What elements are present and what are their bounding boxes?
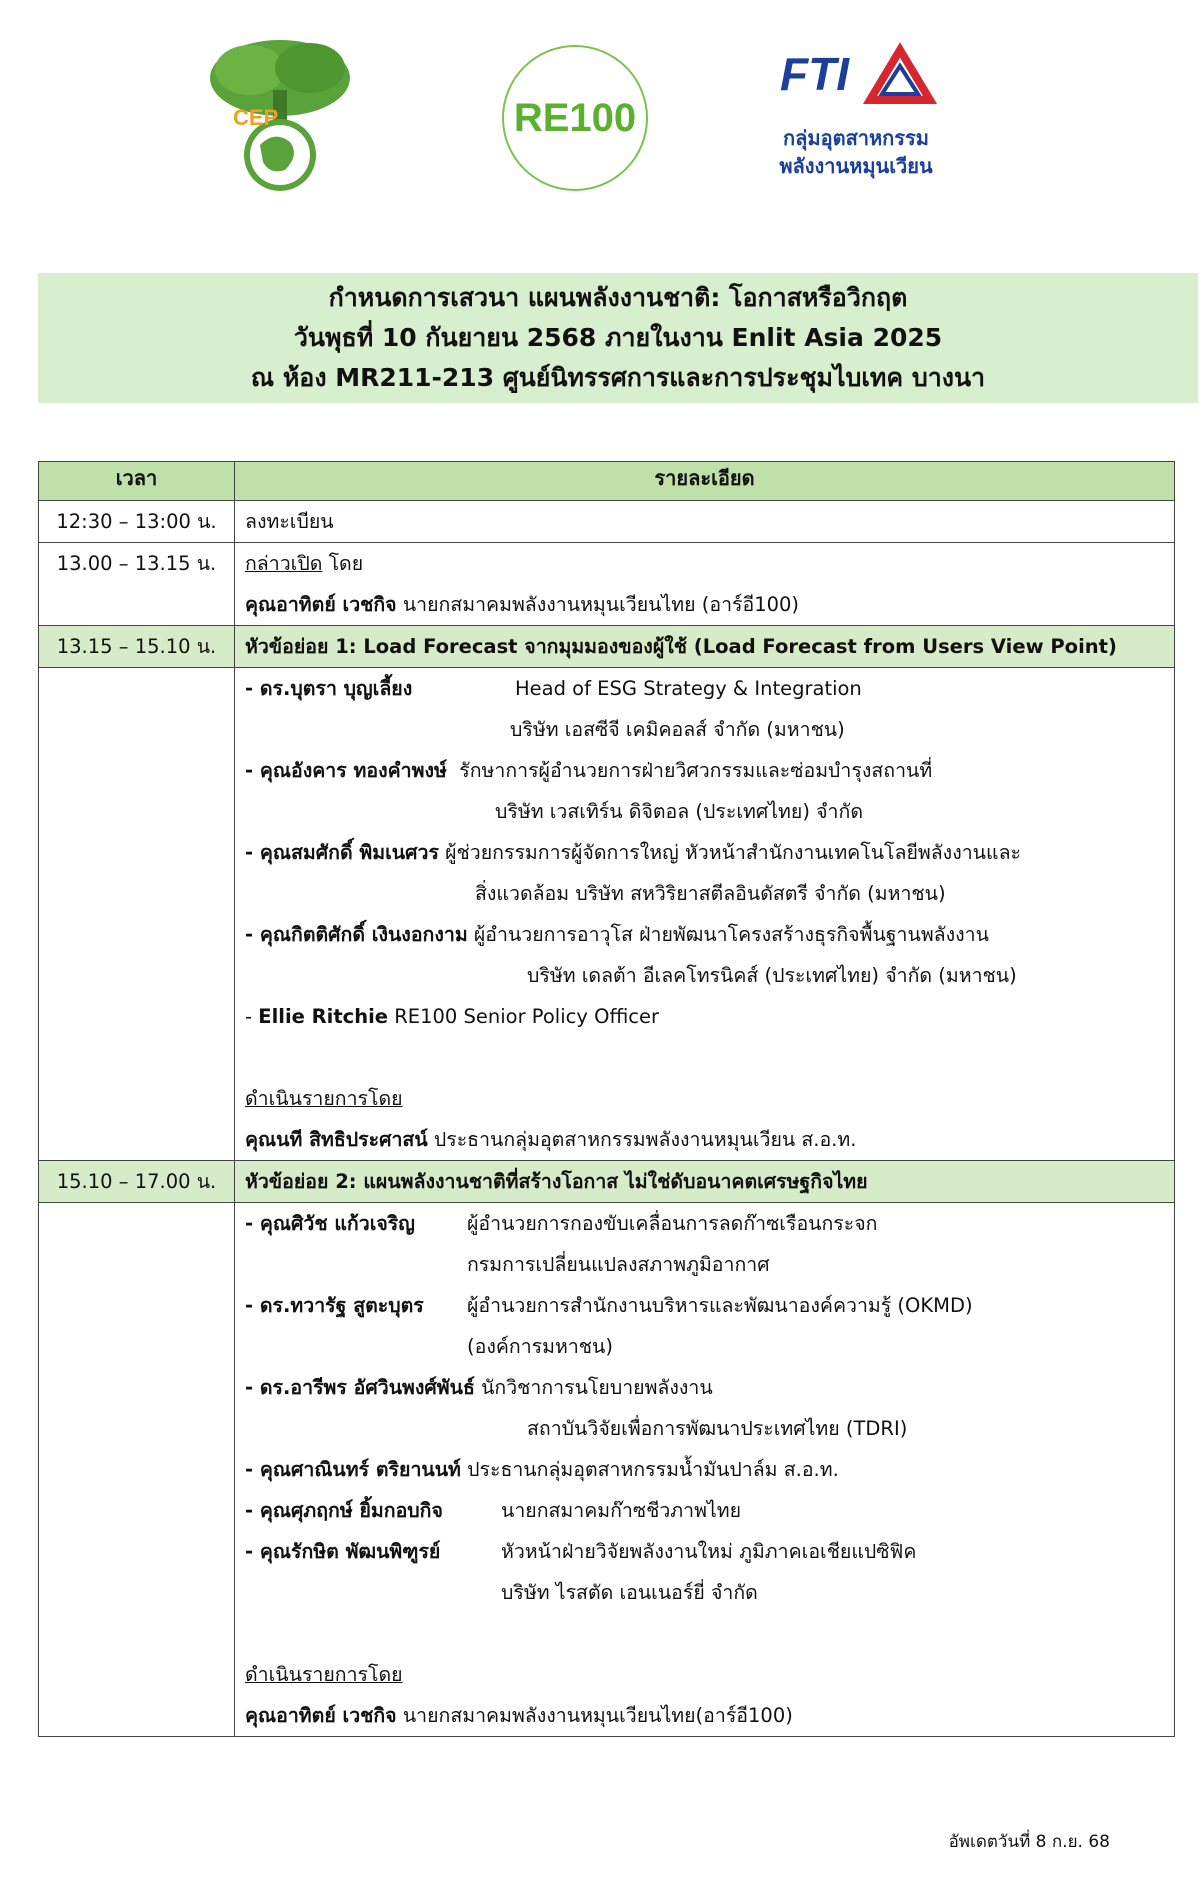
speaker-role: Head of ESG Strategy & Integration	[515, 677, 862, 700]
update-date: อัพเดตวันที่ 8 ก.ย. 68	[948, 1832, 1110, 1852]
moderator-name: คุณนที สิทธิประศาสน์	[245, 1128, 428, 1151]
speaker-name: - ดร.อารีพร อัศวินพงศ์พันธ์	[245, 1376, 475, 1399]
moderator-label: ดำเนินรายการโดย	[245, 1663, 403, 1686]
session2-time: 15.10 – 17.00 น.	[56, 1170, 217, 1193]
speaker-line	[245, 1531, 1164, 1572]
speaker-name: - คุณรักษิต พัฒนพิฑูรย์	[245, 1540, 441, 1563]
speaker-role: ประธานกลุ่มอุตสาหกรรมน้ำมันปาล์ม ส.อ.ท.	[467, 1458, 839, 1481]
speaker-name: - คุณศาณินทร์ ตริยานนท์	[245, 1458, 461, 1481]
speaker-role: รักษาการผู้อำนวยการฝ่ายวิศวกรรมและซ่อมบำรุงสถานที่	[459, 759, 933, 782]
opening-label: กล่าวเปิด	[245, 552, 323, 575]
speaker-line	[245, 914, 1164, 955]
speaker-org: สถาบันวิจัยเพื่อการพัฒนาประเทศไทย (TDRI)	[527, 1417, 908, 1440]
table-row	[39, 543, 1175, 626]
speaker-name: - คุณอังคาร ทองคำพงษ์	[245, 759, 447, 782]
opening-speaker-line	[245, 584, 1164, 625]
speaker-line	[245, 1203, 1164, 1244]
session-detail-row	[39, 668, 1175, 1161]
speaker-name: - คุณศุภฤกษ์ ยิ้มกอบกิจ	[245, 1499, 443, 1522]
speaker-name: - ดร.บุตรา บุญเลี้ยง	[245, 677, 413, 700]
speaker-org: บริษัท เวสเทิร์น ดิจิตอล (ประเทศไทย) จำกัด	[495, 800, 863, 823]
table-header-row	[39, 462, 1175, 501]
speaker-line	[245, 996, 1164, 1037]
speaker-role: ผู้ช่วยกรรมการผู้จัดการใหญ่ หัวหน้าสำนักงานเทคโนโลยีพลังงานและ	[445, 841, 1021, 864]
speaker-role: RE100 Senior Policy Officer	[388, 1005, 660, 1028]
speaker-role: นายกสมาคมก๊าซชีวภาพไทย	[501, 1499, 742, 1522]
speaker-name: - คุณศิวัช แก้วเจริญ	[245, 1212, 415, 1235]
agenda-table	[38, 461, 1175, 1737]
speaker-line	[245, 832, 1164, 873]
speaker-org: บริษัท ไรสตัด เอนเนอร์ยี่ จำกัด	[501, 1581, 758, 1604]
title-box	[38, 273, 1198, 403]
speaker-line	[245, 1367, 1164, 1408]
speaker-line	[245, 1285, 1164, 1326]
speaker-line	[245, 1449, 1164, 1490]
speaker-org: สิ่งแวดล้อม บริษัท สหวิริยาสตีลอินดัสตรี จำกัด (มหาชน)	[475, 882, 946, 905]
row-detail: ลงทะเบียน	[245, 510, 334, 533]
speaker-name: Ellie Ritchie	[258, 1005, 389, 1028]
row-time: 12:30 – 13:00 น.	[56, 510, 217, 533]
moderator-role: นายกสมาคมพลังงานหมุนเวียนไทย(อาร์อี100)	[396, 1704, 793, 1727]
moderator-name: คุณอาทิตย์ เวชกิจ	[245, 1704, 397, 1727]
opening-suffix: โดย	[322, 552, 364, 575]
cep-logo-text: CEP	[233, 105, 279, 130]
header-detail: รายละเอียด	[235, 462, 1175, 501]
moderator-line	[245, 1119, 1164, 1160]
fti-brand-text: FTI	[780, 48, 849, 100]
speaker-role: หัวหน้าฝ่ายวิจัยพลังงานใหม่ ภูมิภาคเอเชียแปซิฟิค	[501, 1540, 917, 1563]
speaker-name: - คุณกิตติศักดิ์ เงินงอกงาม	[245, 923, 468, 946]
moderator-line	[245, 1695, 1164, 1736]
speaker-prefix: -	[245, 1005, 259, 1028]
title-line-2: วันพุธที่ 10 กันยายน 2568 ภายในงาน Enlit Asia 2025	[293, 323, 943, 352]
speaker-org: (องค์การมหาชน)	[467, 1335, 613, 1358]
re100-logo	[490, 33, 660, 203]
row-time: 13.00 – 13.15 น.	[56, 552, 217, 575]
cep-logo	[195, 30, 365, 200]
title-line-3: ณ ห้อง MR211-213 ศูนย์นิทรรศการและการประชุมไบเทค บางนา	[250, 363, 986, 392]
speaker-line	[245, 750, 1164, 791]
speaker-org: บริษัท เดลต้า อีเลคโทรนิคส์ (ประเทศไทย) จำกัด (มหาชน)	[527, 964, 1017, 987]
moderator-role: ประธานกลุ่มอุตสาหกรรมพลังงานหมุนเวียน ส.อ.ท.	[427, 1128, 857, 1151]
speaker-role: นักวิชาการนโยบายพลังงาน	[481, 1376, 713, 1399]
speaker-role: ผู้อำนวยการอาวุโส ฝ่ายพัฒนาโครงสร้างธุรกิจพื้นฐานพลังงาน	[473, 923, 989, 946]
header-time: เวลา	[39, 462, 235, 501]
fti-line1: กลุ่มอุตสาหกรรม	[783, 126, 929, 150]
speaker-role: ผู้อำนวยการสำนักงานบริหารและพัฒนาองค์ความรู้ (OKMD)	[467, 1294, 973, 1317]
speaker-name: - ดร.ทวารัฐ สูตะบุตร	[245, 1294, 424, 1317]
title-line-1: กำหนดการเสวนา แผนพลังงานชาติ: โอกาสหรือวิกฤต	[328, 283, 908, 312]
table-row	[39, 501, 1175, 543]
speaker-name: - คุณสมศักดิ์ พิมเนศวร	[245, 841, 439, 864]
fti-logo	[760, 28, 950, 198]
opening-line	[245, 543, 1164, 584]
re100-logo-text: RE100	[513, 96, 637, 140]
session1-time: 13.15 – 15.10 น.	[56, 635, 217, 658]
speaker-line	[245, 1490, 1164, 1531]
session1-topic: หัวข้อย่อย 1: Load Forecast จากมุมมองของผู้ใช้ (Load Forecast from Users View Point)	[245, 635, 1117, 658]
session-detail-row	[39, 1203, 1175, 1737]
logo-bar	[0, 18, 1200, 208]
session-header-row	[39, 1161, 1175, 1203]
speaker-org: บริษัท เอสซีจี เคมิคอลส์ จำกัด (มหาชน)	[510, 718, 845, 741]
session-header-row	[39, 626, 1175, 668]
fti-line2: พลังงานหมุนเวียน	[779, 154, 933, 178]
moderator-label: ดำเนินรายการโดย	[245, 1087, 403, 1110]
opening-speaker: คุณอาทิตย์ เวชกิจ	[245, 593, 397, 616]
opening-speaker-role: นายกสมาคมพลังงานหมุนเวียนไทย (อาร์อี100)	[396, 593, 800, 616]
speaker-org: กรมการเปลี่ยนแปลงสภาพภูมิอากาศ	[467, 1253, 770, 1276]
session2-topic: หัวข้อย่อย 2: แผนพลังงานชาติที่สร้างโอกาส ไม่ใช่ดับอนาคตเศรษฐกิจไทย	[245, 1170, 868, 1193]
speaker-role: ผู้อำนวยการกองขับเคลื่อนการลดก๊าซเรือนกระจก	[467, 1212, 878, 1235]
speaker-line	[245, 668, 1164, 709]
